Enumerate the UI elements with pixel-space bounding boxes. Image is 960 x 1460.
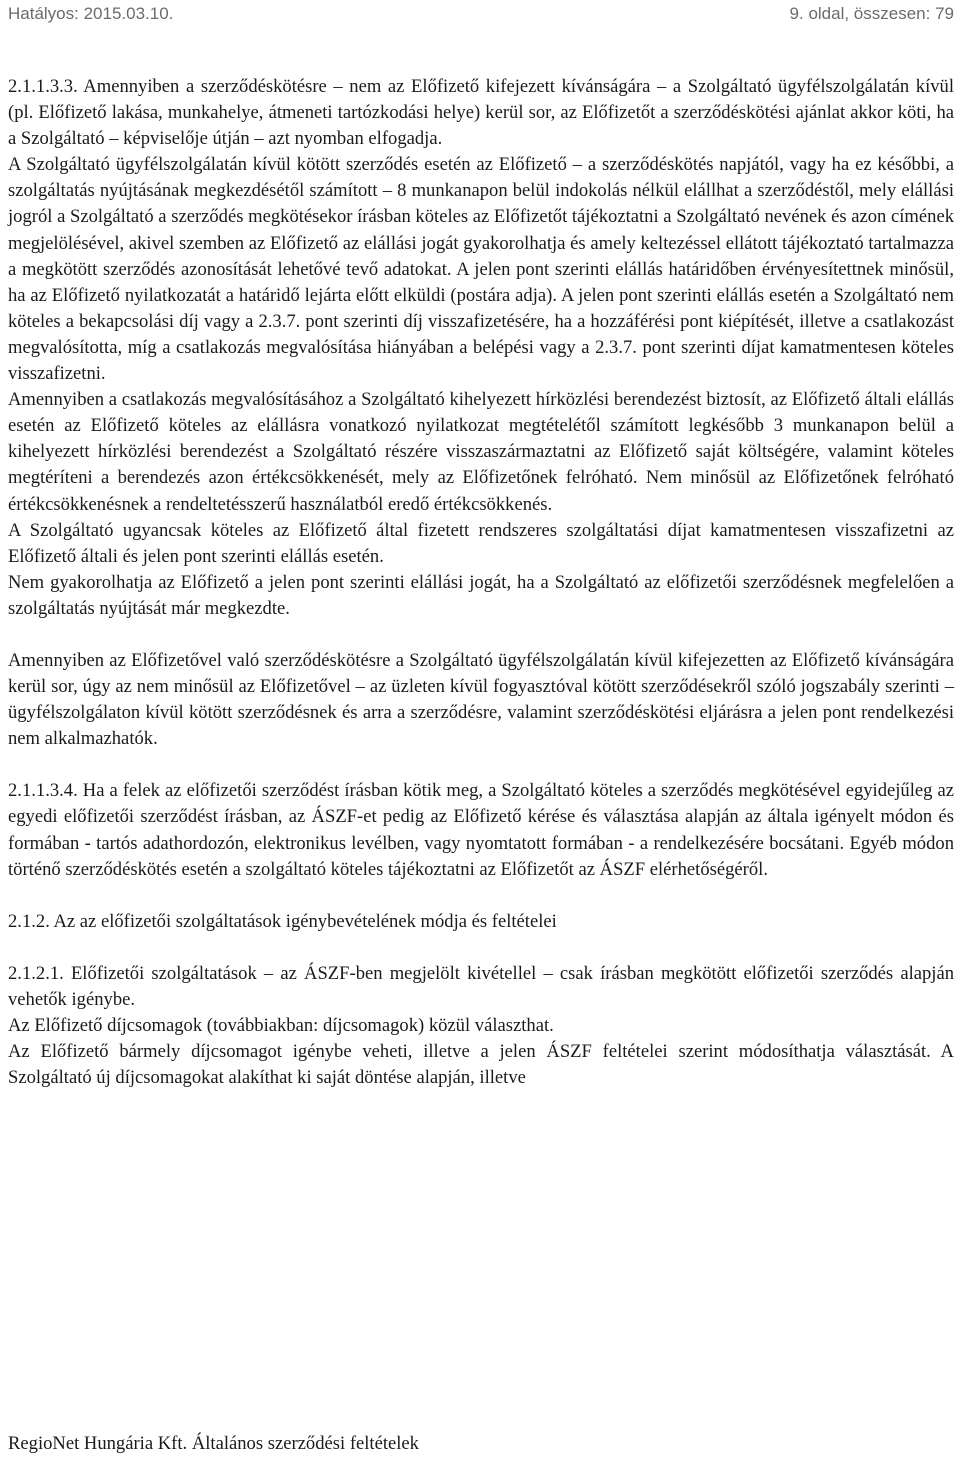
paragraph-gap [8,883,954,909]
section-2-1-1-3-3: 2.1.1.3.3. Amennyiben a szerződéskötésre – nem az Előfizető kifejezett kívánságára – a Szolgáltató ügyfélszolgálatán kívül (pl. Előfizető lakása, munkahelye, átmeneti tartózkodási helye) kerül sor, az Előfizetőt a szerződéskötési ajánlat akkor köti, ha a Szolgáltató – képviselője útján – azt nyomban elfogadja. [8,76,954,150]
paragraph-no-withdrawal: Nem gyakorolhatja az Előfizető a jelen pont szerinti elállási jogát, ha a Szolgáltató az előfizetői szerződésnek megfelelően a szolgáltatás nyújtását már megkezdte. [8,571,954,619]
page-header [8,4,954,30]
page-footer: RegioNet Hungária Kft. Általános szerződési feltételek [8,1433,419,1454]
section-2-1-2-1: 2.1.2.1. Előfizetői szolgáltatások – az ÁSZF-ben megjelölt kivétellel – csak írásban megkötött előfizetői szerződés alapján vehetők igénybe. [8,962,954,1010]
paragraph-outside-contract: Amennyiben az Előfizetővel való szerződéskötésre a Szolgáltató ügyfélszolgálatán kívül kifejezetten az Előfizető kívánságára kerül sor, úgy az nem minősül az Előfizetővel – az üzleten kívül fogyasztóval kötött szerződésekről szóló jogszabály szerinti – ügyfélszolgálaton kívül kötött szerződésnek és arra a szerződésre, valamint szerződéskötési eljárásra a jelen pont rendelkezési nem alkalmazhatók. [8,649,954,750]
paragraph-withdrawal-right: A Szolgáltató ügyfélszolgálatán kívül kötött szerződés esetén az Előfizető – a szerződéskötés napjától, vagy ha ez későbbi, a szolgáltatás nyújtásának megkezdésétől számított – 8 munkanapon belül indokolás nélkül elállhat a szerződéstől, mely elállási jogról a Szolgáltató a szerződés megkötésekor írásban köteles az Előfizetőt tájékoztatni a Szolgáltató nevének és azon címének megjelölésével, akivel szemben az Előfizető az elállási jogát gyakorolhatja és amely keltezéssel ellátott tájékoztató tartalmazza a megkötött szerződés azonosítását lehetővé tevő adatokat. A jelen pont szerinti elállás határidőben érvényesítettnek minősül, ha az Előfizető nyilatkozatát a határidő lejárta előtt elküldi (postára adja). A jelen pont szerinti elállás esetén a Szolgáltató nem köteles a bekapcsolási díj vagy a 2.3.7. pont szerinti díj visszafizetésére, ha a hozzáférési pont kiépítését, illetve a csatlakozást megvalósította, míg a csatlakozás megvalósítása hiányában a belépési vagy a 2.3.7. pont szerinti díjat kamatmentesen köteles visszafizetni. [8,154,954,385]
page-number: 9. oldal, összesen: 79 [789,4,954,23]
section-heading-2-1-2: 2.1.2. Az az előfizetői szolgáltatások igénybevételének módja és feltételei [8,910,557,932]
paragraph-gap [8,752,954,778]
paragraph-gap [8,935,954,961]
document-body [8,74,954,1091]
paragraph-package-change: Az Előfizető bármely díjcsomagot igénybe veheti, illetve a jelen ÁSZF feltételei szerint módosíthatja választását. A Szolgáltató új díjcsomagokat alakíthat ki saját döntése alapján, illetve [8,1041,954,1089]
paragraph-fee-refund: A Szolgáltató ugyancsak köteles az Előfizető által fizetett rendszeres szolgáltatási díjat kamatmentesen visszafizetni az Előfizető általi és jelen pont szerinti elállás esetén. [8,519,954,567]
effective-date: Hatályos: 2015.03.10. [8,4,174,23]
paragraph-gap [8,622,954,648]
paragraph-package-choice: Az Előfizető díjcsomagok (továbbiakban: díjcsomagok) közül választhat. [8,1015,554,1036]
section-2-1-1-3-4: 2.1.1.3.4. Ha a felek az előfizetői szerződést írásban kötik meg, a Szolgáltató köteles a szerződés megkötésével egyidejűleg az egyedi előfizetői szerződést írásban, az ÁSZF-et pedig az Előfizető kérése és választása alapján az általa igényelt módon és formában - tartós adathordozón, elektronikus levélben, vagy nyomtatott formában - a rendelkezésére bocsátani. Egyéb módon történő szerződéskötés esetén a szolgáltató köteles tájékoztatni az Előfizetőt az ÁSZF elérhetőségéről. [8,780,954,880]
paragraph-equipment-return: Amennyiben a csatlakozás megvalósításához a Szolgáltató kihelyezett hírközlési berendezést biztosít, az Előfizető általi elállás esetén az Előfizető köteles az elállásra vonatkozó nyilatkozat megtételétől számított legkésőbb 3 munkanapon belül a kihelyezett hírközlési berendezést a Szolgáltató részére visszaszármaztatni az Előfizető saját költségére, valamint köteles megtéríteni a berendezés azon értékcsökkenését, mely az Előfizetőnek felróható. Nem minősül az Előfizetőnek felróható értékcsökkenésnek a rendeltetésszerű használatból eredő értékcsökkenés. [8,389,954,515]
